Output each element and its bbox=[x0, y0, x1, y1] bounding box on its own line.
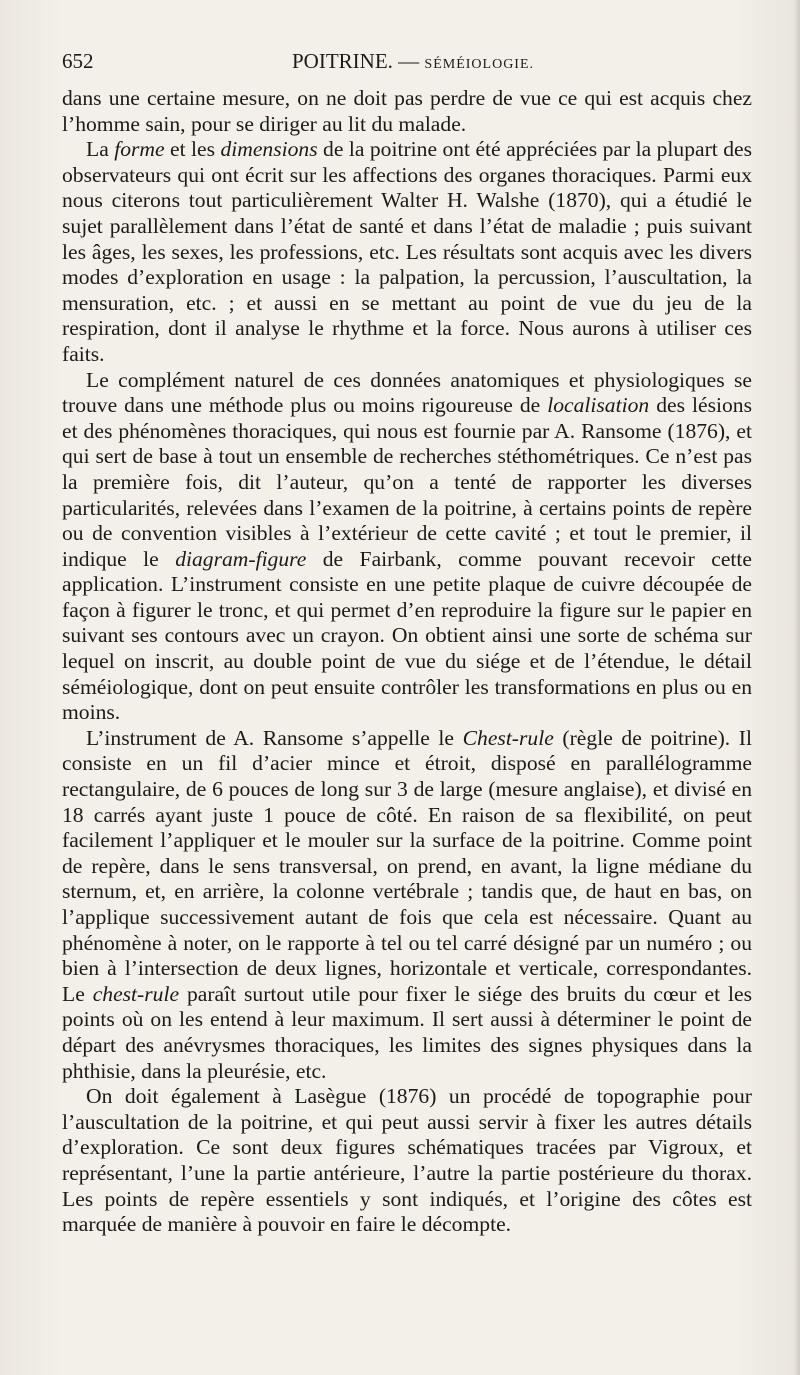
page-edge-shadow bbox=[794, 0, 800, 1375]
title-separator: — bbox=[392, 49, 425, 73]
section-title: SÉMÉIOLOGIE. bbox=[424, 57, 535, 72]
italic-term: diagram-figure bbox=[175, 546, 307, 571]
body-text bbox=[62, 86, 752, 1238]
text-run: La bbox=[86, 137, 115, 162]
text-run: (règle de poitrine). Il consiste en un fil d’acier mince et étroit, disposé en parallélogramme rectangulaire, de 6 pouces de long sur 3 de large (mesure anglaise), et divisé en 18 carrés ayant juste 1 pouce de côté. En raison de sa flexibilité, on peut facilement l’appliquer et le mouler sur la surface de la poitrine. Comme point de repère, dans le sens transversal, on prend, en avant, la ligne médiane du sternum, et, en arrière, la colonne vertébrale ; tandis que, de haut en bas, on l’applique successivement autant de fois que cela est nécessaire. Quant au phénomène à noter, on le rapporte à tel ou tel carré désigné par un numéro ; ou bien à l’intersection de deux lignes, horizontale et verticale, correspondantes. Le bbox=[62, 725, 752, 1006]
italic-term: chest-rule bbox=[92, 981, 180, 1006]
paragraph-localisation bbox=[62, 368, 752, 726]
italic-term: dimensions bbox=[220, 137, 318, 162]
text-run: de Fairbank, comme pouvant recevoir cette application. L’instrument consiste en une petite plaque de cuivre découpée de façon à figurer le tronc, et qui permet d’en reproduire la figure sur le papier en suivant ses contours avec un crayon. On obtient ainsi une sorte de schéma sur lequel on inscrit, au double point de vue du siége et de l’étendue, le détail séméiologique, dont on peut ensuite contrôler les transformations en plus ou en moins. bbox=[62, 546, 752, 725]
italic-term: forme bbox=[114, 137, 165, 162]
chapter-title: POITRINE. bbox=[292, 49, 393, 73]
text-run: de la poitrine ont été appréciées par la plupart des observateurs qui ont écrit sur les affections des organes thoraciques. Parmi eux nous citerons tout particulièrement Walter H. Walshe (1870), qui a étudié le sujet parallèlement dans l’état de santé et dans l’état de maladie ; puis suivant les âges, les sexes, les professions, etc. Les résultats sont acquis avec les divers modes d’exploration en usage : la palpation, la percussion, l’auscultation, la mensuration, etc. ; et aussi en se mettant au point de vue du jeu de la respiration, dont il analyse le rhythme et la force. Nous aurons à utiliser ces faits. bbox=[62, 137, 752, 366]
paragraph-continuation: dans une certaine mesure, on ne doit pas perdre de vue ce qui est acquis chez l’homme sain, pour se diriger au lit du malade. bbox=[62, 86, 752, 136]
text-run: et les bbox=[164, 137, 221, 162]
italic-term: localisation bbox=[547, 393, 650, 418]
running-title bbox=[292, 46, 534, 80]
paragraph-lasegue: On doit également à Lasègue (1876) un procédé de topographie pour l’auscultation de la poitrine, et qui peut aussi servir à fixer les autres détails d’exploration. Ce sont deux figures schématiques tracées par Vigroux, et représentant, l’une la partie antérieure, l’autre la partie postérieure du thorax. Les points de repère essentiels y sont indiqués, et l’origine des côtes est marquée de manière à pouvoir en faire le décompte. bbox=[62, 1084, 752, 1237]
text-run: des lésions et des phénomènes thoraciques, qui nous est fournie par A. Ransome (1876), et qui sert de base à tout un ensemble de recherches stéthométriques. Ce n’est pas la première fois, dit l’auteur, qu’on a tenté de rapporter les diverses particularités, relevées dans l’examen de la poitrine, à certains points de repère ou de convention visibles à l’extérieur de cette cavité ; et tout le premier, il indique le bbox=[62, 393, 752, 571]
text-run: Le complément naturel de ces données anatomiques et physiologiques se trouve dans une méthode plus ou moins rigoureuse de bbox=[62, 367, 752, 418]
page-number: 652 bbox=[62, 49, 94, 73]
italic-term: Chest-rule bbox=[462, 725, 554, 750]
text-run: paraît surtout utile pour fixer le siége des bruits du cœur et les points où on les entend à leur maximum. Il sert aussi à déterminer le point de départ des anévrysmes thoraciques, les limites des signes physiques dans la phthisie, dans la pleurésie, etc. bbox=[62, 981, 752, 1083]
text-run: L’instrument de A. Ransome s’appelle le bbox=[86, 725, 463, 750]
paragraph-forme-dimensions bbox=[62, 137, 752, 367]
paragraph-chest-rule bbox=[62, 726, 752, 1084]
running-head bbox=[62, 46, 752, 76]
